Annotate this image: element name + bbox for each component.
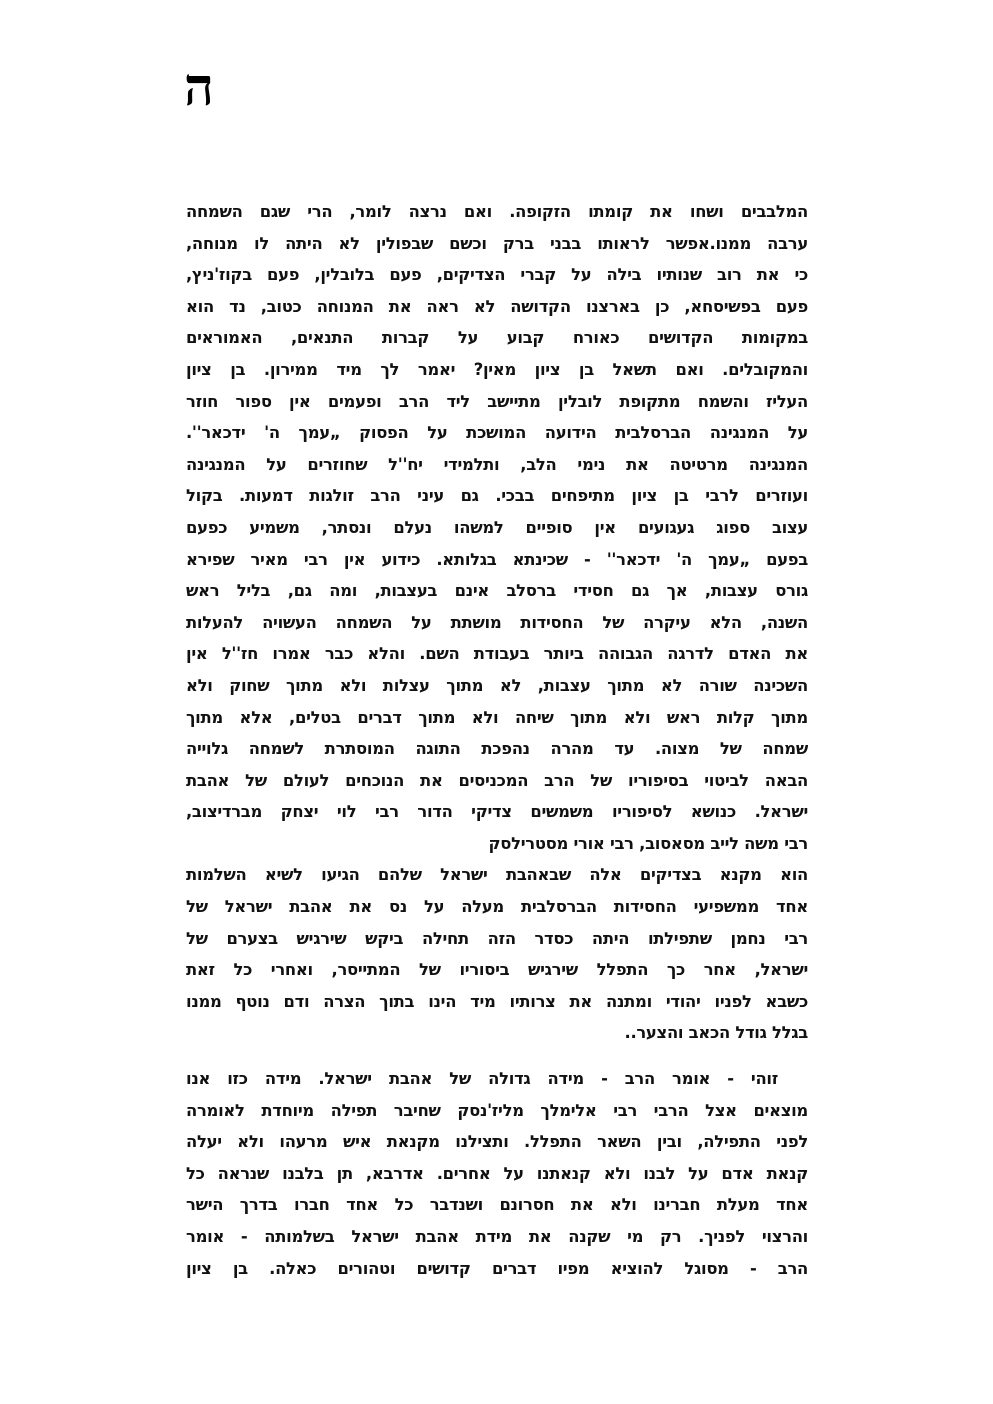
text-line: פעם בפשיסחא, כן בארצנו הקדושה לא ראה את המנוחה כטוב, נד הוא: [186, 296, 808, 316]
text-line: רבי משה לייב מסאסוב, רבי אורי מסטרילסק: [488, 833, 808, 853]
text-line: מוצאים אצל הרבי רבי אלימלך מליז'נסק שחיבר תפילה מיוחדת לאומרה: [186, 1100, 808, 1120]
paragraph-spacer: [186, 1049, 808, 1063]
text-line: העליז והשמח מתקופת לובלין מתיישב ליד הרב ופעמים אין ספור חוזר: [186, 391, 808, 411]
text-line: בפעם „עמך ה' ידכאר'' - שכינתא בגלותא. כידוע אין רבי מאיר שפירא: [186, 549, 808, 569]
text-line: ישראל, אחר כך התפלל שירגיש ביסוריו של המתייסר, ואחרי כל זאת: [186, 960, 808, 980]
text-line: הבאה לביטוי בסיפוריו של הרב המכניסים את הנוכחים לעולם של אהבת: [186, 770, 808, 790]
paragraph-1: [186, 196, 808, 859]
text-line: ועוזרים לרבי בן ציון מתיפחים בבכי. גם עיני הרב זולגות דמעות. בקול: [186, 486, 808, 506]
text-line: השכינה שורה לא מתוך עצבות, לא מתוך עצלות ולא מתוך שחוק ולא: [186, 675, 808, 695]
text-line: כשבא לפניו יהודי ומתנה את צרותיו מיד הינו בתוך הצרה ודם נוטף ממנו: [186, 991, 808, 1011]
text-line: המנגינה מרטיטה את נימי הלב, ותלמידי יח''ל שחוזרים על המנגינה: [186, 454, 808, 474]
text-line: ערבה ממנו.אפשר לראותו בבני ברק וכשם שבפולין לא היתה לו מנוחה,: [186, 233, 808, 253]
text-line: מתוך קלות ראש ולא מתוך שיחה ולא מתוך דברים בטלים, אלא מתוך: [186, 707, 808, 727]
text-line: ישראל. כנושא לסיפוריו משמשים צדיקי הדור רבי לוי יצחק מברדיצוב,: [186, 802, 808, 822]
page-header-letter: ה: [184, 57, 214, 118]
text-line: הרב - מסוגל להוציא מפיו דברים קדושים וטהורים כאלה. בן ציון: [186, 1258, 808, 1278]
text-line: קנאת אדם על לבנו ולא קנאתנו על אחרים. אדרבא, תן בלבנו שנראה כל: [186, 1163, 808, 1183]
text-line: והמקובלים. ואם תשאל בן ציון מאין? יאמר לך מיד ממירון. בן ציון: [186, 359, 808, 379]
body-text: [186, 196, 808, 1284]
text-line: השנה, הלא עיקרה של החסידות מושתת על השמחה העשויה להעלות: [186, 612, 808, 632]
paragraph-3: [186, 1063, 808, 1284]
text-line: בגלל גודל הכאב והצער..: [624, 1023, 808, 1043]
text-line: גורס עצבות, אך גם חסידי ברסלב אינם בעצבות, ומה גם, בליל ראש: [186, 581, 808, 601]
text-line: רבי נחמן שתפילתו היתה כסדר הזה תחילה ביקש שירגיש בצערם של: [186, 928, 808, 948]
text-line: על המנגינה הברסלבית הידועה המושכת על הפסוק „עמך ה' ידכאר''.: [186, 423, 808, 443]
paragraph-2: [186, 859, 808, 1049]
text-line: לפני התפילה, ובין השאר התפלל. ותצילנו מקנאת איש מרעהו ולא יעלה: [186, 1132, 808, 1152]
text-line: במקומות הקדושים כאורח קבוע על קברות התנאים, האמוראים: [186, 328, 808, 348]
text-line: זוהי - אומר הרב - מידה גדולה של אהבת ישראל. מידה כזו אנו: [186, 1069, 778, 1089]
text-line: כי את רוב שנותיו בילה על קברי הצדיקים, פעם בלובלין, פעם בקוז'ניץ,: [186, 265, 808, 285]
text-line: אחד ממשפיעי החסידות הברסלבית מעלה על נס את אהבת ישראל של: [186, 897, 808, 917]
text-line: שמחה של מצוה. עד מהרה נהפכת התוגה המוסתרת לשמחה גלוייה: [186, 739, 808, 759]
text-line: הוא מקנא בצדיקים אלה שבאהבת ישראל שלהם הגיעו לשיא השלמות: [186, 865, 808, 885]
text-line: עצוב ספוג געגועים אין סופיים למשהו נעלם ונסתר, משמיע כפעם: [186, 517, 808, 537]
text-line: אחד מעלת חברינו ולא את חסרונם ושנדבר כל אחד חברו בדרך הישר: [186, 1195, 808, 1215]
text-line: את האדם לדרגה הגבוהה ביותר בעבודת השם. והלא כבר אמרו חז''ל אין: [186, 644, 808, 664]
text-line: והרצוי לפניך. רק מי שקנה את מידת אהבת ישראל בשלמותה - אומר: [186, 1227, 808, 1246]
text-line: המלבבים ושחו את קומתו הזקופה. ואם נרצה לומר, הרי שגם השמחה: [186, 202, 808, 221]
